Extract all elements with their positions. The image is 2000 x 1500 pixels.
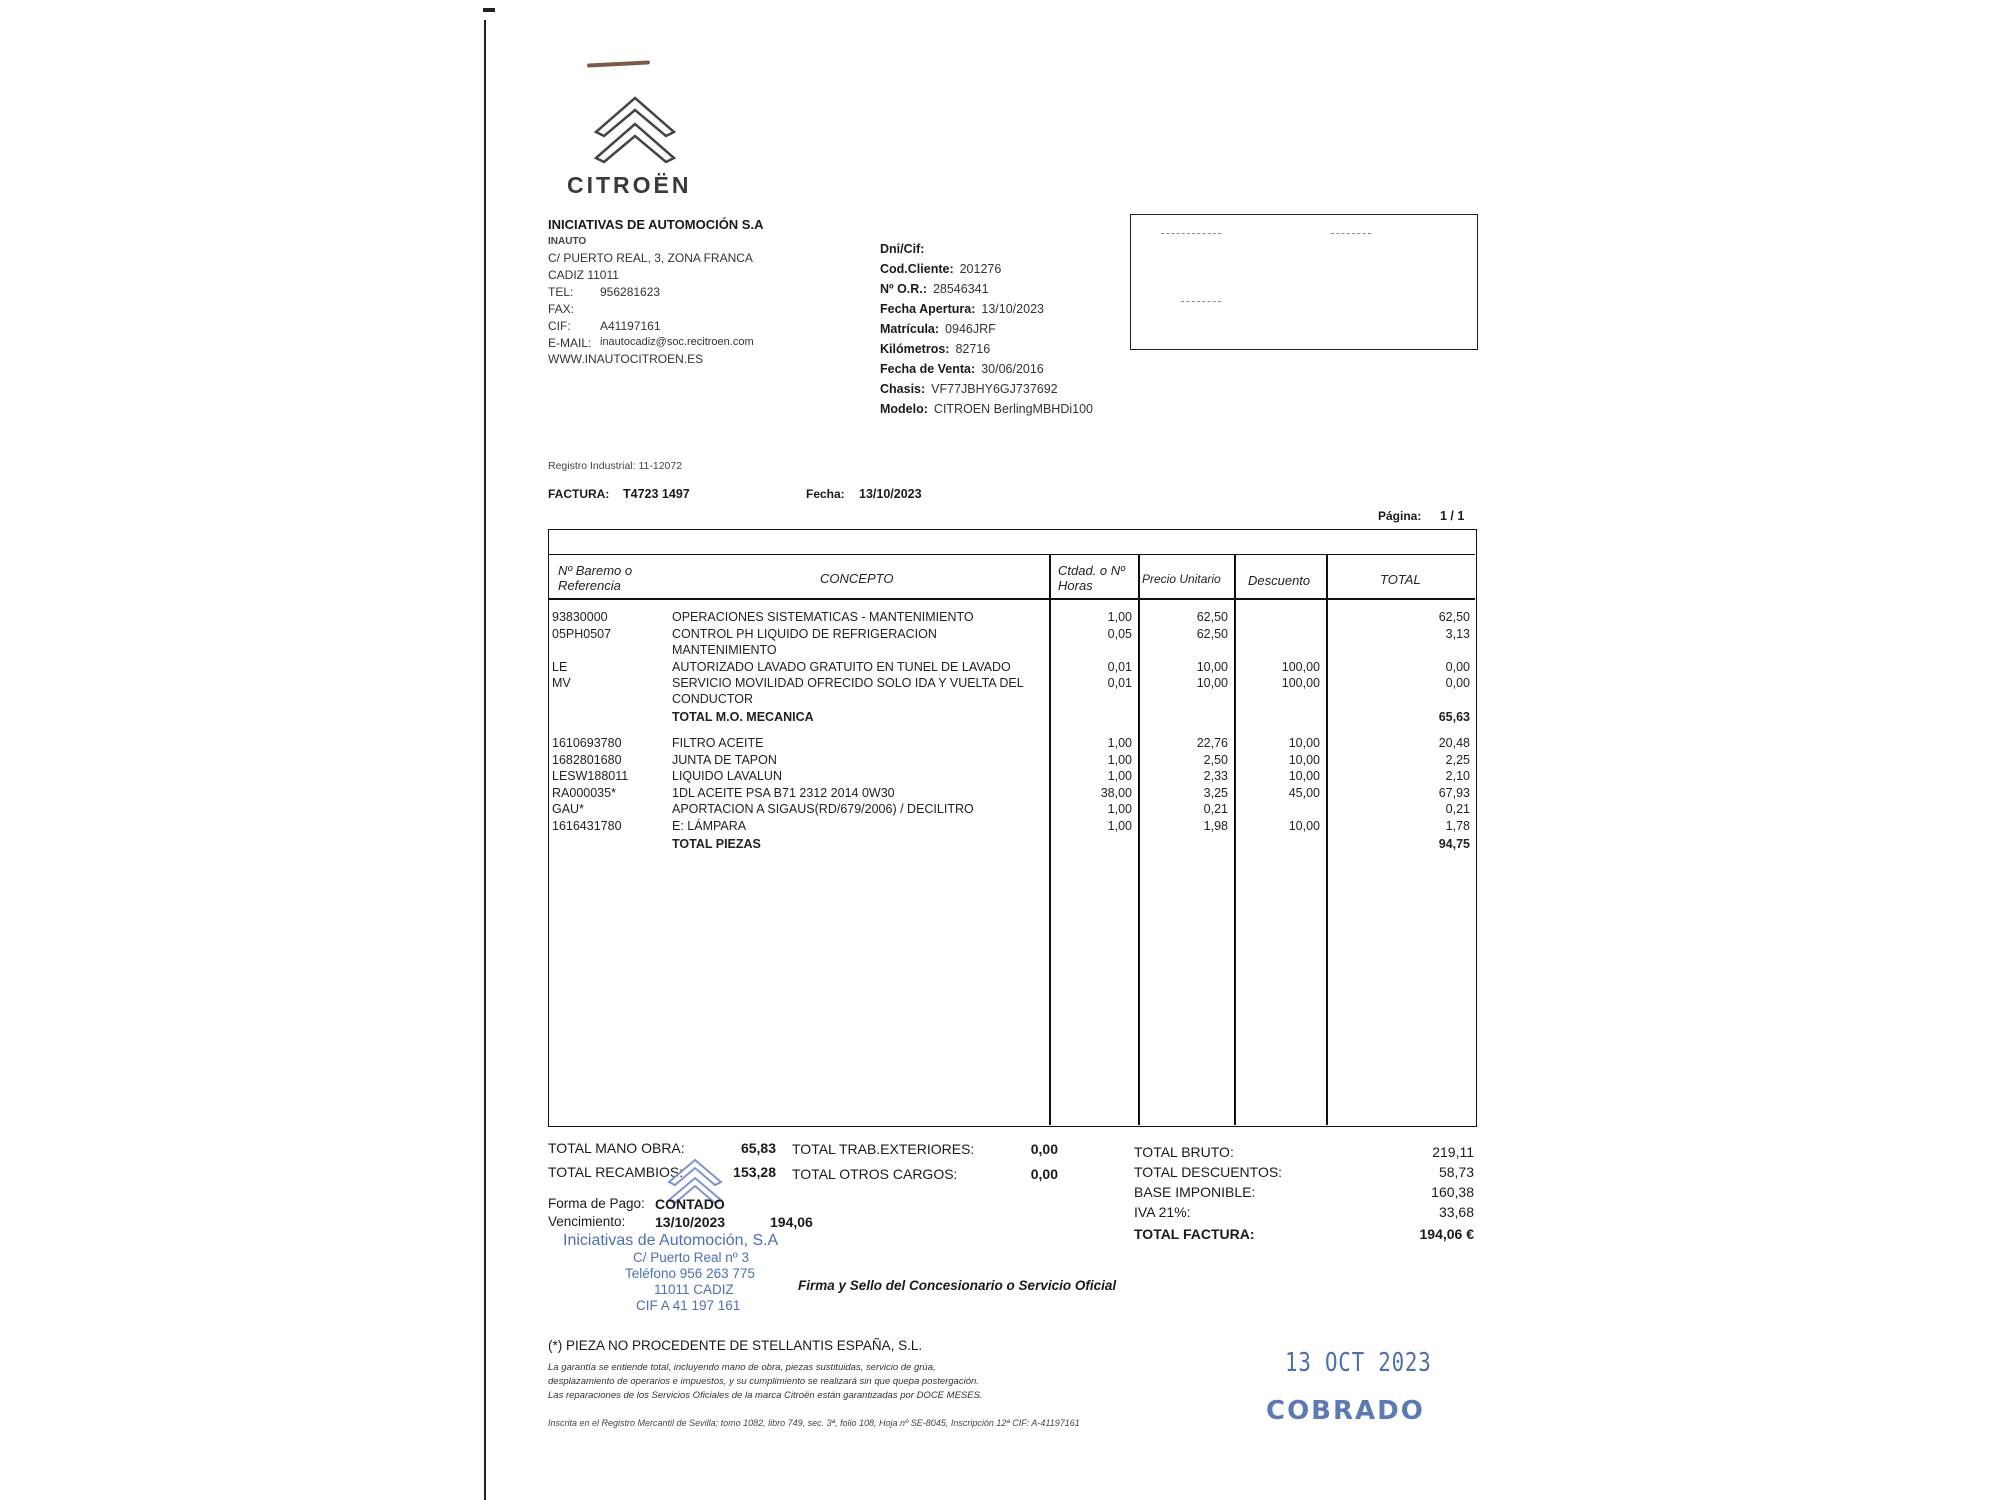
- cell-concepto: MANTENIMIENTO: [672, 643, 777, 657]
- base-imponible-label: BASE IMPONIBLE:: [1134, 1184, 1256, 1200]
- cell-total: 0,21: [1445, 802, 1470, 816]
- cell-precio: 10,00: [1196, 676, 1228, 690]
- cell-precio: 62,50: [1196, 610, 1228, 624]
- company-tel-label: TEL:: [548, 285, 574, 299]
- total-bruto: 219,11: [1432, 1144, 1474, 1160]
- client-info-row: [880, 262, 1001, 276]
- client-info-row: [880, 302, 1044, 316]
- cell-ref: LESW188011: [552, 769, 629, 783]
- cell-ref: 1610693780: [552, 736, 622, 750]
- company-cif-label: CIF:: [548, 319, 571, 333]
- cell-precio: 1,98: [1203, 819, 1228, 833]
- client-info-row: [880, 342, 990, 356]
- cell-concepto: TOTAL M.O. MECANICA: [672, 710, 814, 724]
- header-descuento: Descuento: [1248, 573, 1311, 588]
- cell-total: 1,78: [1445, 819, 1470, 833]
- pagina-label: Página:: [1378, 509, 1422, 523]
- col-divider: [1049, 555, 1051, 1125]
- col-divider: [1138, 555, 1140, 1125]
- cell-descuento: 10,00: [1288, 819, 1320, 833]
- pieza-note: (*) PIEZA NO PROCEDENTE DE STELLANTIS ESPAÑA, S.L.: [548, 1338, 923, 1353]
- firma-caption: Firma y Sello del Concesionario o Servicio Oficial: [798, 1278, 1117, 1293]
- cell-total: 62,50: [1438, 610, 1470, 624]
- cell-total: 67,93: [1438, 786, 1470, 800]
- company-web: WWW.INAUTOCITROEN.ES: [548, 352, 704, 366]
- client-info-label: Fecha de Venta:: [880, 362, 976, 376]
- cell-concepto: JUNTA DE TAPON: [672, 753, 777, 767]
- client-info-row: [880, 322, 996, 336]
- fecha-label: Fecha:: [806, 487, 845, 501]
- total-factura: 194,06 €: [1419, 1226, 1474, 1242]
- cell-concepto: APORTACION A SIGAUS(RD/679/2006) / DECILITRO: [672, 802, 974, 816]
- cell-total: 0,00: [1445, 676, 1470, 690]
- table-top-bar: [548, 529, 1475, 555]
- header-cantidad: Ctdad. o Nº Horas: [1058, 563, 1125, 593]
- cell-total: 2,10: [1445, 769, 1470, 783]
- client-info-label: Modelo:: [880, 402, 928, 416]
- forma-pago: CONTADO: [655, 1196, 725, 1212]
- citroen-chevrons-icon: [590, 96, 680, 168]
- stamp-address: C/ Puerto Real nº 3: [633, 1250, 749, 1265]
- cell-precio: 22,76: [1196, 736, 1228, 750]
- client-info-label: Fecha Apertura:: [880, 302, 976, 316]
- client-info-row: [880, 382, 1058, 396]
- factura-number: T4723 1497: [623, 487, 690, 501]
- cell-descuento: 10,00: [1288, 753, 1320, 767]
- cell-concepto: TOTAL PIEZAS: [672, 837, 761, 851]
- client-info-label: Kilómetros:: [880, 342, 950, 356]
- cell-descuento: 10,00: [1288, 736, 1320, 750]
- client-info-label: Nº O.R.:: [880, 282, 927, 296]
- stamp-phone: Teléfono 956 263 775: [625, 1266, 755, 1281]
- col-divider: [1234, 555, 1236, 1125]
- cell-concepto: CONTROL PH LIQUIDO DE REFRIGERACION: [672, 627, 937, 641]
- total-bruto-label: TOTAL BRUTO:: [1134, 1144, 1234, 1160]
- cell-cantidad: 0,01: [1107, 676, 1132, 690]
- client-info-label: Cod.Cliente:: [880, 262, 954, 276]
- cell-cantidad: 1,00: [1107, 802, 1132, 816]
- redacted-mark: [1161, 233, 1221, 234]
- client-info-value: 28546341: [932, 282, 989, 296]
- brand-logo-text: CITROËN: [567, 172, 692, 198]
- client-info-value: 82716: [955, 342, 991, 356]
- cell-ref: 1682801680: [552, 753, 622, 767]
- garantia-line-3: Las reparaciones de los Servicios Oficiales de la marca Citroën están garantizadas por DOCE MESES.: [548, 1390, 983, 1401]
- client-info-value: 30/06/2016: [981, 362, 1044, 376]
- cell-total: 0,00: [1445, 660, 1470, 674]
- cell-descuento: 100,00: [1281, 676, 1320, 690]
- cell-ref: MV: [552, 676, 571, 690]
- company-tel: 956281623: [600, 285, 661, 299]
- header-ref: Nº Baremo o Referencia: [558, 563, 633, 593]
- company-name: INICIATIVAS DE AUTOMOCIÓN S.A: [548, 217, 764, 232]
- cell-total: 3,13: [1445, 627, 1470, 641]
- cell-cantidad: 1,00: [1107, 819, 1132, 833]
- cell-ref: 05PH0507: [552, 627, 612, 641]
- cell-precio: 0,21: [1203, 802, 1228, 816]
- total-descuentos: 58,73: [1438, 1164, 1474, 1180]
- company-city: CADIZ 11011: [548, 268, 619, 282]
- vencimiento-importe: 194,06: [770, 1214, 813, 1230]
- cell-ref: RA000035*: [552, 786, 616, 800]
- client-info-row: [880, 242, 930, 256]
- total-mano-obra-label: TOTAL MANO OBRA:: [548, 1140, 685, 1156]
- total-trab-ext: 0,00: [1030, 1141, 1058, 1157]
- client-info-row: [880, 362, 1044, 376]
- base-imponible: 160,38: [1431, 1184, 1474, 1200]
- cell-total: 2,25: [1445, 753, 1470, 767]
- cell-ref: LE: [552, 660, 568, 674]
- header-concepto: CONCEPTO: [820, 571, 894, 586]
- cell-ref: 1616431780: [552, 819, 622, 833]
- cell-ref: 93830000: [552, 610, 608, 624]
- cell-descuento: 45,00: [1288, 786, 1320, 800]
- cell-precio: 3,25: [1203, 786, 1228, 800]
- cell-concepto: OPERACIONES SISTEMATICAS - MANTENIMIENTO: [672, 610, 974, 624]
- pagina-value: 1 / 1: [1440, 509, 1465, 523]
- garantia-line-1: La garantía se entiende total, incluyendo mano de obra, piezas sustituidas, servicio de grúa,: [548, 1362, 936, 1373]
- cell-concepto: AUTORIZADO LAVADO GRATUITO EN TUNEL DE LAVADO: [672, 660, 1011, 674]
- total-recambios: 153,28: [733, 1164, 776, 1180]
- cell-cantidad: 1,00: [1107, 753, 1132, 767]
- cell-concepto: LIQUIDO LAVALUN: [672, 769, 782, 783]
- total-factura-label: TOTAL FACTURA:: [1134, 1226, 1255, 1242]
- cell-ref: GAU*: [552, 802, 584, 816]
- cell-precio: 2,50: [1203, 753, 1228, 767]
- cell-total: 65,63: [1438, 710, 1470, 724]
- iva-label: IVA 21%:: [1134, 1204, 1191, 1220]
- company-address: C/ PUERTO REAL, 3, ZONA FRANCA: [548, 251, 753, 265]
- client-info-label: Chasis:: [880, 382, 926, 396]
- cell-concepto: SERVICIO MOVILIDAD OFRECIDO SOLO IDA Y VUELTA DEL: [672, 676, 1024, 690]
- company-fax-label: FAX:: [548, 302, 575, 316]
- cell-cantidad: 0,05: [1107, 627, 1132, 641]
- cell-cantidad: 1,00: [1107, 769, 1132, 783]
- total-mano-obra: 65,83: [740, 1140, 776, 1156]
- cell-concepto: CONDUCTOR: [672, 692, 754, 706]
- total-recambios-label: TOTAL RECAMBIOS:: [548, 1164, 684, 1180]
- stamp-city: 11011 CADIZ: [654, 1282, 734, 1297]
- garantia-line-2: desplazamiento de operarios e impuestos, y su cumplimiento se realizará sin que quepa postergación.: [548, 1376, 979, 1387]
- cell-descuento: 10,00: [1288, 769, 1320, 783]
- forma-pago-label: Forma de Pago:: [548, 1196, 645, 1211]
- cell-cantidad: 1,00: [1107, 610, 1132, 624]
- redacted-mark: [1181, 301, 1221, 302]
- header-total: TOTAL: [1380, 572, 1421, 587]
- total-descuentos-label: TOTAL DESCUENTOS:: [1134, 1164, 1283, 1180]
- paid-stamp-date: 13 OCT 2023: [1285, 1348, 1432, 1378]
- fecha-value: 13/10/2023: [859, 487, 922, 501]
- cell-cantidad: 0,01: [1107, 660, 1132, 674]
- company-cif: A41197161: [600, 319, 661, 333]
- cell-cantidad: 1,00: [1107, 736, 1132, 750]
- total-otros-label: TOTAL OTROS CARGOS:: [792, 1166, 958, 1182]
- redacted-mark: [1331, 233, 1371, 234]
- client-info-row: [880, 402, 1093, 416]
- cell-total: 94,75: [1438, 837, 1470, 851]
- scan-edge-line: [484, 20, 486, 1500]
- cell-total: 20,48: [1438, 736, 1470, 750]
- scan-corner-mark: [483, 8, 495, 12]
- cell-concepto: E: LÁMPARA: [672, 819, 747, 833]
- cell-descuento: 100,00: [1281, 660, 1320, 674]
- client-info-value: 201276: [959, 262, 1002, 276]
- company-email-label: E-MAIL:: [548, 336, 592, 350]
- client-info-value: 13/10/2023: [981, 302, 1044, 316]
- stamp-cif: CIF A 41 197 161: [636, 1298, 741, 1313]
- cell-concepto: FILTRO ACEITE: [672, 736, 764, 750]
- paid-stamp-text: COBRADO: [1266, 1396, 1425, 1426]
- company-email: inautocadiz@soc.recitroen.com: [600, 336, 754, 348]
- cell-precio: 10,00: [1196, 660, 1228, 674]
- client-info-label: Matrícula:: [880, 322, 940, 336]
- col-divider: [1326, 555, 1328, 1125]
- total-otros: 0,00: [1030, 1166, 1058, 1182]
- vencimiento-label: Vencimiento:: [548, 1214, 626, 1229]
- iva: 33,68: [1438, 1204, 1474, 1220]
- total-trab-ext-label: TOTAL TRAB.EXTERIORES:: [792, 1141, 975, 1157]
- registro-mercantil: Inscrita en el Registro Mercantil de Sevilla; tomo 1082, libro 749, sec. 3ª, folio 108, Hoja nº SE-8045, Inscripción 12ª CIF: A-41197161: [548, 1418, 1080, 1428]
- vencimiento-fecha: 13/10/2023: [655, 1214, 726, 1230]
- client-info-label: Dni/Cif:: [880, 242, 925, 256]
- cell-precio: 62,50: [1196, 627, 1228, 641]
- cell-concepto: 1DL ACEITE PSA B71 2312 2014 0W30: [672, 786, 895, 800]
- stamp-company: Iniciativas de Automoción, S.A: [563, 1232, 779, 1249]
- client-info-value: VF77JBHY6GJ737692: [931, 382, 1058, 396]
- factura-label: FACTURA:: [548, 487, 610, 501]
- company-short: INAUTO: [548, 236, 587, 247]
- client-info-row: [880, 282, 989, 296]
- client-info-value: 0946JRF: [945, 322, 996, 336]
- client-address-box: [1130, 214, 1478, 350]
- table-header-divider: [548, 598, 1475, 600]
- pen-mark: [587, 60, 650, 67]
- header-precio: Precio Unitario: [1142, 572, 1221, 586]
- cell-cantidad: 38,00: [1100, 786, 1132, 800]
- cell-precio: 2,33: [1203, 769, 1228, 783]
- client-info-value: CITROEN BerlingMBHDi100: [933, 402, 1093, 416]
- registro-industrial: Registro Industrial: 11-12072: [548, 460, 683, 472]
